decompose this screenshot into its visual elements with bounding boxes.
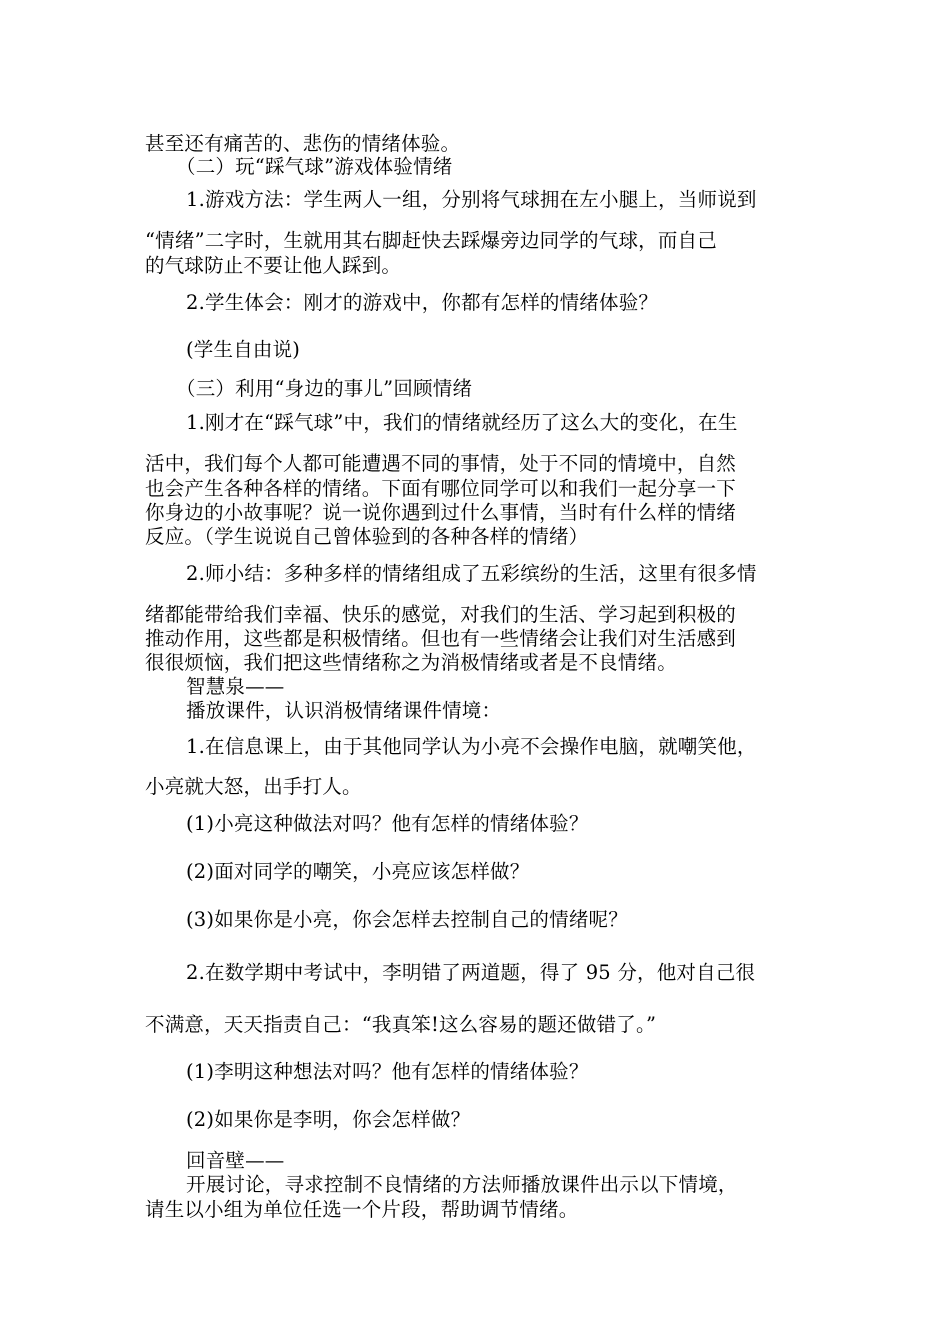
section-label-zhihuiquan: 智慧泉—— xyxy=(186,675,285,698)
text-line: 请生以小组为单位任选一个片段，帮助调节情绪。 xyxy=(145,1198,579,1221)
text-line: 反应。（学生说说自己曾体验到的各种各样的情绪） xyxy=(145,525,589,548)
text-line: 开展讨论，寻求控制不良情绪的方法师播放课件出示以下情境， xyxy=(186,1173,738,1196)
section-label-huiyinbi: 回音壁—— xyxy=(186,1149,285,1172)
text-line: 活中，我们每个人都可能遭遇不同的事情，处于不同的情境中，自然 xyxy=(145,452,737,475)
text-line: 1.刚才在“踩气球”中，我们的情绪就经历了这么大的变化，在生 xyxy=(186,411,738,434)
text-line: 也会产生各种各样的情绪。下面有哪位同学可以和我们一起分享一下 xyxy=(145,477,737,500)
text-line: 很很烦恼，我们把这些情绪称之为消极情绪或者是不良情绪。 xyxy=(145,651,677,674)
text-line: 推动作用，这些都是积极情绪。但也有一些情绪会让我们对生活感到 xyxy=(145,627,737,650)
text-line: “情绪”二字时，生就用其右脚赶快去踩爆旁边同学的气球，而自己 xyxy=(145,229,717,252)
text-line: (学生自由说) xyxy=(186,338,301,361)
question-item: (1)小亮这种做法对吗？他有怎样的情绪体验？ xyxy=(186,812,589,835)
question-item: (2)面对同学的嘲笑，小亮应该怎样做？ xyxy=(186,860,530,883)
text-line: 绪都能带给我们幸福、快乐的感觉，对我们的生活、学习起到积极的 xyxy=(145,603,737,626)
text-line: 不满意，天天指责自己：“我真笨!这么容易的题还做错了。” xyxy=(145,1013,657,1036)
text-line: 播放课件，认识消极情绪课件情境： xyxy=(186,699,502,722)
text-line: 的气球防止不要让他人踩到。 xyxy=(145,254,402,277)
question-item: (1)李明这种想法对吗？他有怎样的情绪体验？ xyxy=(186,1060,589,1083)
text-line: 甚至还有痛苦的、悲伤的情绪体验。 xyxy=(145,132,461,155)
section-heading-3: （三）利用“身边的事儿”回顾情绪 xyxy=(176,377,473,400)
section-heading-2: （二）玩“踩气球”游戏体验情绪 xyxy=(176,155,453,178)
text-line: 2.学生体会：刚才的游戏中，你都有怎样的情绪体验？ xyxy=(186,291,659,314)
text-line: 1.在信息课上，由于其他同学认为小亮不会操作电脑，就嘲笑他， xyxy=(186,735,757,758)
text-line: 1.游戏方法：学生两人一组，分别将气球拥在左小腿上，当师说到 xyxy=(186,188,757,211)
text-line: 2.在数学期中考试中，李明错了两道题，得了 95 分，他对自己很 xyxy=(186,961,756,984)
text-line: 2.师小结：多种多样的情绪组成了五彩缤纷的生活，这里有很多情 xyxy=(186,562,757,585)
text-line: 小亮就大怒，出手打人。 xyxy=(145,775,362,798)
question-item: (3)如果你是小亮，你会怎样去控制自己的情绪呢？ xyxy=(186,908,628,931)
text-line: 你身边的小故事呢？说一说你遇到过什么事情，当时有什么样的情绪 xyxy=(145,501,737,524)
question-item: (2)如果你是李明，你会怎样做？ xyxy=(186,1108,471,1131)
